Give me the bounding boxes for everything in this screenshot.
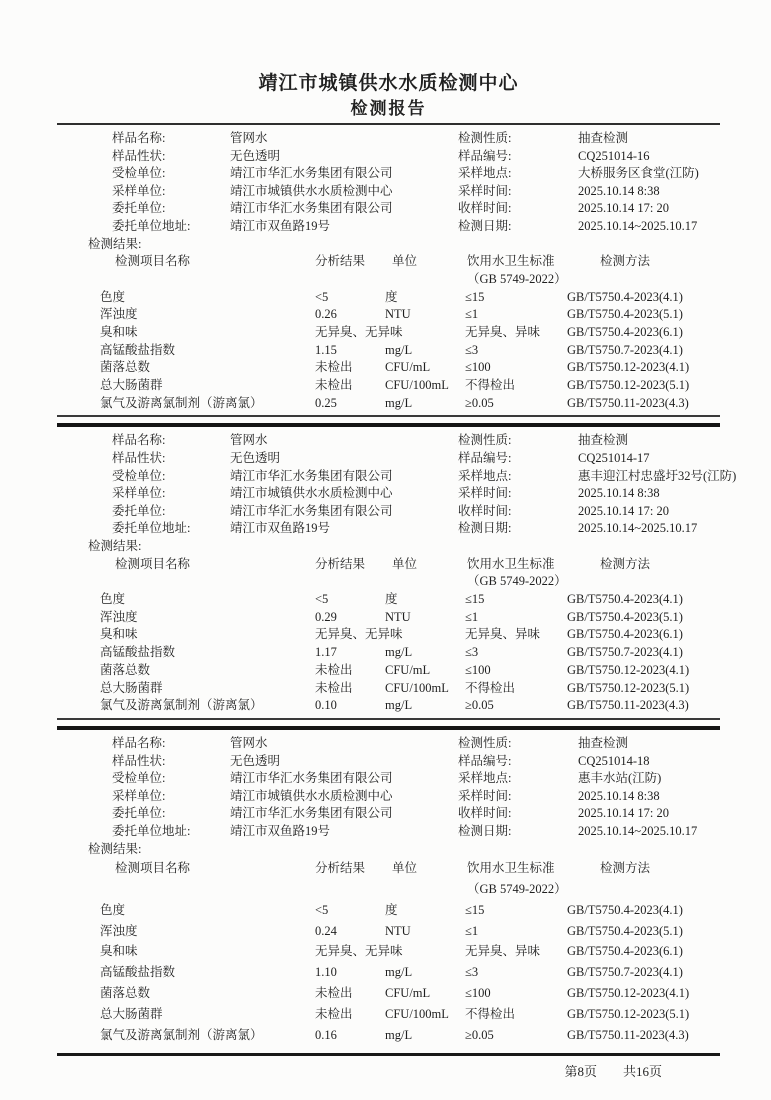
cell-result: 1.17	[315, 645, 337, 660]
cell-unit: CFU/100mL	[385, 378, 449, 393]
sample-report-section-1	[57, 130, 720, 427]
table-header-row	[57, 556, 720, 574]
cell-item: 菌落总数	[100, 360, 151, 375]
cell-item: 总大肠菌群	[100, 378, 163, 393]
table-row	[57, 941, 720, 962]
table-header-row	[57, 858, 720, 879]
cell-item: 氯气及游离氯制剂（游离氯）	[100, 395, 263, 410]
info-value: 2025.10.14 8:38	[578, 788, 660, 803]
cell-unit: mg/L	[385, 698, 413, 713]
cell-unit: 度	[385, 592, 398, 607]
table-subheader-row	[57, 879, 720, 900]
info-label: 受检单位:	[112, 166, 166, 181]
info-value: 大桥服务区食堂(江防)	[578, 166, 699, 181]
info-label: 样品性状:	[112, 753, 166, 768]
cell-standard: 不得检出	[465, 680, 516, 695]
info-row	[57, 503, 720, 521]
cell-standard: ≥0.05	[465, 395, 494, 410]
cell-unit: 度	[385, 289, 398, 304]
table-row	[57, 359, 720, 377]
info-value: 惠丰迎江村忠盛圩32号(江防)	[578, 468, 737, 483]
info-value: 惠丰水站(江防)	[578, 771, 662, 786]
cell-unit: mg/L	[385, 342, 413, 357]
standard-subheader: （GB 5749-2022）	[467, 574, 567, 589]
column-header: 检测项目名称	[115, 861, 191, 876]
table-header-row	[57, 253, 720, 271]
table-row	[57, 306, 720, 324]
table-row	[57, 324, 720, 342]
cell-method: GB/T5750.7-2023(4.1)	[567, 645, 683, 660]
info-value: 无色透明	[230, 148, 281, 163]
column-header: 单位	[392, 556, 418, 571]
cell-unit: 度	[385, 902, 398, 917]
cell-result: 未检出	[315, 680, 353, 695]
cell-item: 浑浊度	[100, 923, 138, 938]
cell-method: GB/T5750.12-2023(4.1)	[567, 662, 690, 677]
cell-result: <5	[315, 592, 329, 607]
cell-standard: ≤1	[465, 609, 479, 624]
sample-info	[57, 735, 720, 841]
info-value: CQ251014-18	[578, 753, 650, 768]
info-value: CQ251014-17	[578, 451, 650, 466]
info-value: 抽查检测	[578, 735, 629, 750]
cell-standard: ≥0.05	[465, 698, 494, 713]
cell-item: 总大肠菌群	[100, 1006, 163, 1021]
results-label: 检测结果:	[88, 236, 142, 251]
cell-unit: mg/L	[385, 645, 413, 660]
info-value: 抽查检测	[578, 433, 629, 448]
info-value: 2025.10.14~2025.10.17	[578, 218, 698, 233]
cell-standard: ≤100	[465, 662, 491, 677]
cell-standard: 无异臭、异味	[465, 324, 541, 339]
cell-method: GB/T5750.4-2023(5.1)	[567, 923, 683, 938]
cell-result: 0.24	[315, 923, 337, 938]
cell-result: 1.15	[315, 342, 337, 357]
info-value: 靖江市华汇水务集团有限公司	[230, 468, 393, 483]
cell-unit: mg/L	[385, 965, 413, 980]
cell-standard: ≤15	[465, 592, 485, 607]
cell-standard: ≤3	[465, 342, 479, 357]
info-row	[57, 805, 720, 823]
column-header: 单位	[392, 861, 418, 876]
table-row	[57, 626, 720, 644]
cell-item: 总大肠菌群	[100, 680, 163, 695]
cell-item: 色度	[100, 289, 126, 304]
column-header: 检测项目名称	[115, 254, 191, 269]
cell-method: GB/T5750.4-2023(5.1)	[567, 307, 683, 322]
cell-method: GB/T5750.12-2023(5.1)	[567, 378, 690, 393]
info-label: 采样单位:	[112, 788, 166, 803]
info-row	[57, 770, 720, 788]
total-pages: 共16页	[622, 1064, 662, 1080]
info-label: 收样时间:	[458, 503, 512, 518]
cell-result: 0.29	[315, 609, 337, 624]
results-table	[57, 556, 720, 715]
results-label: 检测结果:	[88, 841, 142, 856]
info-value: CQ251014-16	[578, 148, 650, 163]
cell-standard: ≤1	[465, 923, 479, 938]
info-label: 检测性质:	[458, 131, 512, 145]
info-label: 收样时间:	[458, 201, 512, 216]
column-header: 检测方法	[600, 861, 651, 876]
cell-standard: ≤1	[465, 307, 479, 322]
info-label: 样品名称:	[112, 433, 166, 448]
cell-standard: 无异臭、异味	[465, 627, 541, 642]
info-value: 2025.10.14 8:38	[578, 183, 660, 198]
cell-item: 高锰酸盐指数	[100, 965, 176, 980]
info-label: 委托单位地址:	[112, 218, 191, 233]
cell-unit: CFU/100mL	[385, 1006, 449, 1021]
cell-standard: 不得检出	[465, 1006, 516, 1021]
cell-result: 未检出	[315, 662, 353, 677]
info-label: 采样时间:	[458, 486, 512, 501]
info-label: 采样单位:	[112, 183, 166, 198]
info-row	[57, 485, 720, 503]
sample-info	[57, 432, 737, 538]
cell-result: <5	[315, 289, 329, 304]
table-row	[57, 289, 720, 307]
info-label: 收样时间:	[458, 806, 512, 821]
info-label: 样品名称:	[112, 735, 166, 750]
cell-unit	[385, 626, 465, 644]
cell-standard: ≤3	[465, 965, 479, 980]
info-label: 样品编号:	[458, 148, 512, 163]
table-subheader-row	[57, 271, 720, 289]
cell-standard: ≤100	[465, 360, 491, 375]
column-header: 检测项目名称	[115, 556, 191, 571]
cell-standard: ≤15	[465, 902, 485, 917]
info-value: 无色透明	[230, 451, 281, 466]
info-row	[57, 165, 720, 183]
column-header: 饮用水卫生标准	[467, 556, 555, 571]
info-value: 2025.10.14 17: 20	[578, 503, 669, 518]
info-label: 委托单位:	[112, 503, 166, 518]
info-row	[57, 788, 720, 806]
cell-method: GB/T5750.12-2023(5.1)	[567, 680, 690, 695]
info-label: 检测日期:	[458, 823, 512, 838]
cell-result: 未检出	[315, 985, 353, 1000]
info-value: 2025.10.14~2025.10.17	[578, 521, 698, 536]
info-row	[57, 468, 737, 486]
column-header: 饮用水卫生标准	[467, 861, 555, 876]
cell-method: GB/T5750.4-2023(5.1)	[567, 609, 683, 624]
standard-subheader: （GB 5749-2022）	[467, 881, 567, 896]
cell-item: 浑浊度	[100, 609, 138, 624]
cell-result: 未检出	[315, 360, 353, 375]
page-footer	[57, 1063, 720, 1081]
cell-method: GB/T5750.11-2023(4.3)	[567, 1027, 689, 1042]
table-row	[57, 697, 720, 715]
info-row	[57, 432, 720, 450]
cell-unit: CFU/100mL	[385, 680, 449, 695]
section-divider	[57, 726, 720, 730]
cell-item: 菌落总数	[100, 985, 151, 1000]
info-value: 靖江市华汇水务集团有限公司	[230, 201, 393, 216]
cell-unit: CFU/mL	[385, 662, 431, 677]
results-label: 检测结果:	[88, 539, 142, 554]
info-value: 2025.10.14~2025.10.17	[578, 823, 698, 838]
info-label: 样品编号:	[458, 753, 512, 768]
info-label: 委托单位:	[112, 806, 166, 821]
cell-method: GB/T5750.4-2023(6.1)	[567, 627, 683, 642]
column-header: 检测方法	[600, 254, 651, 269]
cell-item: 色度	[100, 592, 126, 607]
info-label: 采样时间:	[458, 183, 512, 198]
info-value: 靖江市双鱼路19号	[230, 521, 331, 536]
cell-result: 无异臭、无异味	[315, 944, 403, 959]
info-row	[57, 148, 720, 166]
info-value: 靖江市城镇供水水质检测中心	[230, 788, 393, 803]
cell-method: GB/T5750.12-2023(4.1)	[567, 360, 690, 375]
table-row	[57, 983, 720, 1004]
table-bottom-rule	[57, 415, 720, 417]
table-row	[57, 591, 720, 609]
info-row	[57, 735, 720, 753]
info-label: 采样单位:	[112, 486, 166, 501]
cell-item: 氯气及游离氯制剂（游离氯）	[100, 1027, 263, 1042]
cell-result: 1.10	[315, 965, 337, 980]
info-row	[57, 520, 720, 538]
cell-method: GB/T5750.7-2023(4.1)	[567, 342, 683, 357]
cell-result: 无异臭、无异味	[315, 324, 403, 339]
info-value: 靖江市城镇供水水质检测中心	[230, 183, 393, 198]
page-title: 靖江市城镇供水水质检测中心	[258, 73, 519, 94]
info-label: 委托单位地址:	[112, 823, 191, 838]
info-label: 样品性状:	[112, 451, 166, 466]
column-header: 分析结果	[315, 861, 366, 876]
cell-unit: CFU/mL	[385, 360, 431, 375]
cell-item: 高锰酸盐指数	[100, 645, 176, 660]
table-row	[57, 680, 720, 698]
cell-item: 臭和味	[100, 944, 138, 959]
info-value: 无色透明	[230, 753, 281, 768]
info-value: 管网水	[230, 433, 268, 448]
cell-method: GB/T5750.12-2023(4.1)	[567, 985, 690, 1000]
table-subheader-row	[57, 573, 720, 591]
section-divider	[57, 423, 720, 427]
info-label: 检测性质:	[458, 433, 512, 448]
info-row	[57, 823, 720, 841]
cell-result: 0.26	[315, 307, 337, 322]
info-label: 样品编号:	[458, 451, 512, 466]
cell-result: 未检出	[315, 378, 353, 393]
cell-item: 臭和味	[100, 627, 138, 642]
info-value: 管网水	[230, 131, 268, 145]
cell-standard: ≤15	[465, 289, 485, 304]
cell-unit: mg/L	[385, 1027, 413, 1042]
table-row	[57, 921, 720, 942]
info-label: 采样地点:	[458, 468, 512, 483]
cell-method: GB/T5750.7-2023(4.1)	[567, 965, 683, 980]
table-row	[57, 377, 720, 395]
cell-standard: ≤100	[465, 985, 491, 1000]
info-label: 采样地点:	[458, 166, 512, 181]
cell-method: GB/T5750.11-2023(4.3)	[567, 395, 689, 410]
info-value: 2025.10.14 17: 20	[578, 806, 669, 821]
info-value: 管网水	[230, 735, 268, 750]
cell-item: 高锰酸盐指数	[100, 342, 176, 357]
results-table	[57, 858, 720, 1045]
cell-result: 0.25	[315, 395, 337, 410]
sample-report-section-2	[57, 432, 737, 729]
column-header: 分析结果	[315, 556, 366, 571]
cell-unit	[385, 324, 465, 342]
info-label: 委托单位:	[112, 201, 166, 216]
cell-item: 色度	[100, 902, 126, 917]
cell-result: <5	[315, 902, 329, 917]
info-value: 靖江市华汇水务集团有限公司	[230, 806, 393, 821]
info-row	[57, 753, 720, 771]
info-row	[57, 200, 720, 218]
info-label: 受检单位:	[112, 771, 166, 786]
info-label: 样品性状:	[112, 148, 166, 163]
table-row	[57, 395, 720, 413]
cell-unit: CFU/mL	[385, 985, 431, 1000]
info-row	[57, 218, 720, 236]
info-value: 靖江市双鱼路19号	[230, 823, 331, 838]
table-bottom-rule	[57, 718, 720, 720]
cell-unit: NTU	[385, 609, 411, 624]
table-row	[57, 342, 720, 360]
table-row	[57, 962, 720, 983]
info-value: 靖江市华汇水务集团有限公司	[230, 166, 393, 181]
cell-result: 无异臭、无异味	[315, 627, 403, 642]
cell-result: 未检出	[315, 1006, 353, 1021]
page-number: 第8页	[564, 1064, 597, 1080]
info-value: 2025.10.14 8:38	[578, 486, 660, 501]
column-header: 检测方法	[600, 556, 651, 571]
cell-unit: NTU	[385, 923, 411, 938]
standard-subheader: （GB 5749-2022）	[467, 271, 567, 286]
info-label: 采样时间:	[458, 788, 512, 803]
cell-item: 氯气及游离氯制剂（游离氯）	[100, 698, 263, 713]
info-value: 抽查检测	[578, 131, 629, 145]
info-label: 检测日期:	[458, 521, 512, 536]
cell-standard: ≤3	[465, 645, 479, 660]
info-value: 2025.10.14 17: 20	[578, 201, 669, 216]
cell-unit: mg/L	[385, 395, 413, 410]
page-subtitle: 检测报告	[350, 99, 427, 118]
cell-result: 0.16	[315, 1027, 337, 1042]
info-row	[57, 450, 720, 468]
column-header: 饮用水卫生标准	[467, 254, 555, 269]
cell-method: GB/T5750.4-2023(6.1)	[567, 944, 683, 959]
cell-item: 浑浊度	[100, 307, 138, 322]
cell-method: GB/T5750.12-2023(5.1)	[567, 1006, 690, 1021]
table-row	[57, 1004, 720, 1025]
cell-standard: 不得检出	[465, 378, 516, 393]
info-value: 靖江市双鱼路19号	[230, 218, 331, 233]
results-table	[57, 253, 720, 412]
table-row	[57, 900, 720, 921]
info-value: 靖江市华汇水务集团有限公司	[230, 503, 393, 518]
cell-unit: NTU	[385, 307, 411, 322]
sample-report-section-3	[57, 735, 720, 1056]
cell-method: GB/T5750.4-2023(4.1)	[567, 289, 683, 304]
cell-unit	[385, 941, 465, 962]
info-label: 委托单位地址:	[112, 521, 191, 536]
table-row	[57, 1025, 720, 1046]
column-header: 单位	[392, 254, 418, 269]
column-header: 分析结果	[315, 254, 366, 269]
cell-method: GB/T5750.4-2023(4.1)	[567, 902, 683, 917]
info-label: 检测性质:	[458, 735, 512, 750]
cell-standard: ≥0.05	[465, 1027, 494, 1042]
info-row	[57, 130, 720, 148]
info-value: 靖江市华汇水务集团有限公司	[230, 771, 393, 786]
info-value: 靖江市城镇供水水质检测中心	[230, 486, 393, 501]
cell-method: GB/T5750.4-2023(4.1)	[567, 592, 683, 607]
info-label: 采样地点:	[458, 771, 512, 786]
table-row	[57, 644, 720, 662]
cell-method: GB/T5750.11-2023(4.3)	[567, 698, 689, 713]
table-bottom-rule	[57, 1053, 720, 1056]
info-label: 检测日期:	[458, 218, 512, 233]
title-rule	[57, 123, 720, 125]
sample-info	[57, 130, 720, 236]
cell-method: GB/T5750.4-2023(6.1)	[567, 324, 683, 339]
table-row	[57, 662, 720, 680]
info-label: 样品名称:	[112, 131, 166, 145]
cell-item: 菌落总数	[100, 662, 151, 677]
cell-result: 0.10	[315, 698, 337, 713]
info-label: 受检单位:	[112, 468, 166, 483]
cell-standard: 无异臭、异味	[465, 944, 541, 959]
table-row	[57, 609, 720, 627]
info-row	[57, 183, 720, 201]
cell-item: 臭和味	[100, 324, 138, 339]
